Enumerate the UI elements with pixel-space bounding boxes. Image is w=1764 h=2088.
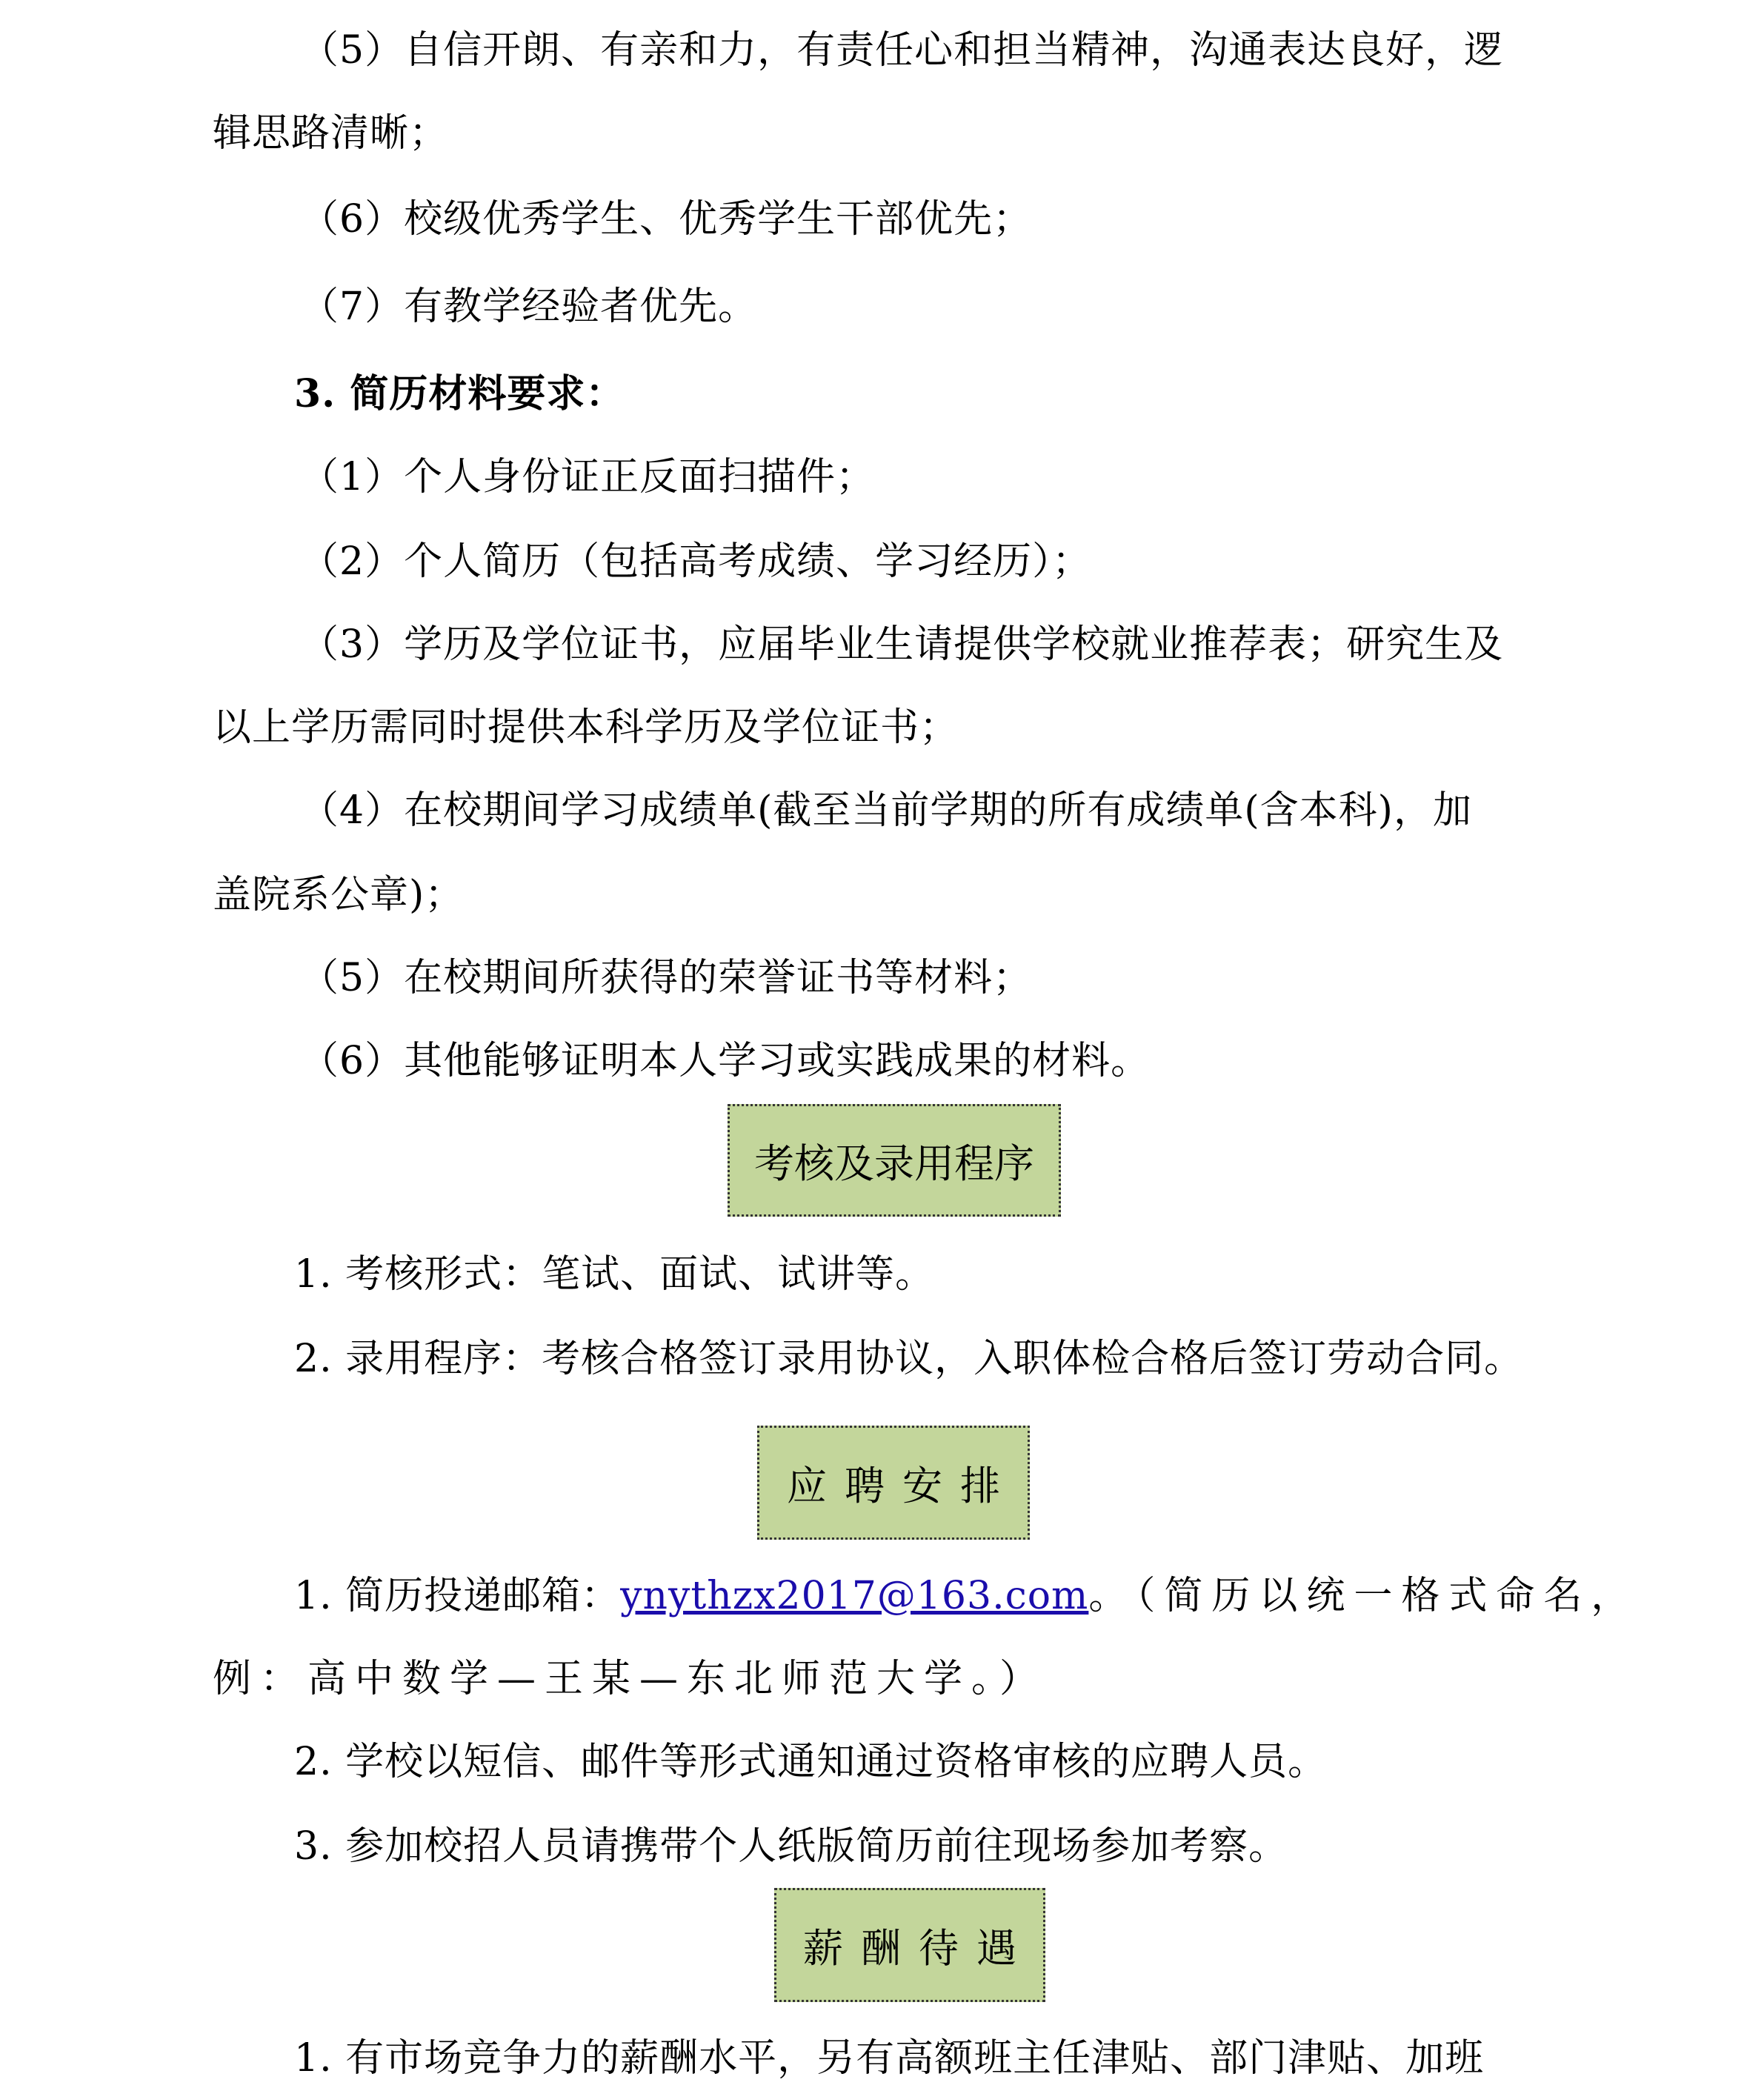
- application-item-3: 3. 参加校招人员请携带个人纸版简历前往现场参加考察。: [294, 1824, 1288, 1869]
- resume-item-3-line2: 以上学历需同时提供本科学历及学位证书；: [213, 705, 959, 750]
- requirement-7: （7）有教学经验者优先。: [300, 285, 758, 329]
- application-item-1-suffix: 。（简历以统一格式命名，: [1088, 1574, 1639, 1618]
- resume-item-1: （1）个人身份证正反面扫描件；: [300, 455, 876, 499]
- assessment-title: 考核及录用程序: [754, 1140, 1034, 1187]
- application-item-1-line1: [294, 1572, 1638, 1620]
- salary-title: 薪酬待遇: [803, 1924, 1034, 1972]
- resume-item-3-line1: （3）学历及学位证书，应届毕业生请提供学校就业推荐表；研究生及: [300, 622, 1504, 667]
- resume-email-link[interactable]: ynythzx2017@163.com: [620, 1574, 1089, 1618]
- resume-item-6: （6）其他能够证明本人学习或实践成果的材料。: [300, 1039, 1151, 1083]
- assessment-item-1: 1. 考核形式：笔试、面试、试讲等。: [294, 1252, 935, 1297]
- application-title: 应聘安排: [787, 1462, 1018, 1509]
- assessment-title-box: [728, 1104, 1061, 1217]
- resume-item-5: （5）在校期间所获得的荣誉证书等材料；: [300, 956, 1033, 1000]
- requirement-6: （6）校级优秀学生、优秀学生干部优先；: [300, 197, 1033, 242]
- resume-item-4-line1: （4）在校期间学习成绩单(截至当前学期的所有成绩单(含本科)，加: [300, 788, 1472, 833]
- application-title-box: [757, 1426, 1030, 1540]
- application-item-2: 2. 学校以短信、邮件等形式通知通过资格审核的应聘人员。: [294, 1740, 1328, 1784]
- application-item-1-line2: 例：高中数学—王某—东北师范大学。）: [213, 1657, 1048, 1701]
- application-item-1-prefix: 1. 简历投递邮箱：: [294, 1574, 621, 1618]
- assessment-item-2: 2. 录用程序：考核合格签订录用协议，入职体检合格后签订劳动合同。: [294, 1337, 1524, 1381]
- resume-item-2: （2）个人简历（包括高考成绩、学习经历）；: [300, 539, 1092, 584]
- requirement-5-line1: （5）自信开朗、有亲和力，有责任心和担当精神，沟通表达良好，逻: [300, 28, 1504, 73]
- salary-item-1-line1: 1. 有市场竞争力的薪酬水平，另有高额班主任津贴、部门津贴、加班: [294, 2036, 1485, 2081]
- resume-item-4-line2: 盖院系公章)；: [213, 873, 465, 917]
- salary-title-box: [774, 1888, 1045, 2002]
- resume-materials-heading: 3. 简历材料要求：: [294, 371, 625, 416]
- requirement-5-line2: 辑思路清晰；: [213, 111, 449, 156]
